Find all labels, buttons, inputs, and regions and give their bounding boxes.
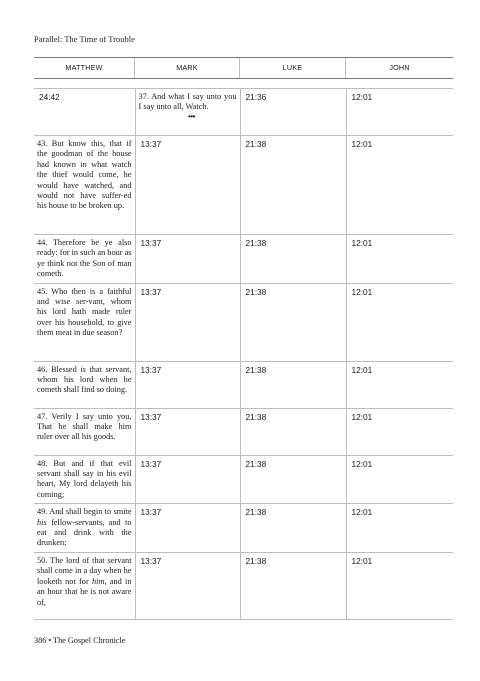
john-cell: 12:01 bbox=[346, 283, 453, 361]
luke-cell: 21:38 bbox=[240, 361, 346, 408]
page-footer: 386 • The Gospel Chronicle bbox=[34, 636, 126, 645]
john-cell: 12:01 bbox=[346, 408, 453, 455]
mark-cell: 13:37 bbox=[135, 136, 240, 235]
matthew-text-b: that servant, whom his lord when he cometh shall find so doing. bbox=[37, 364, 132, 395]
luke-cell: 21:38 bbox=[240, 552, 346, 619]
table-row bbox=[34, 504, 453, 553]
matthew-cell: 43. But know this, that if the goodman of the house had known in what watch the thief would come, he would have watched, and would not have suffer-ed his house to be broken up. bbox=[34, 136, 135, 235]
mark-text: 37. And what I say unto you I say unto all, Watch. bbox=[138, 92, 237, 112]
mark-cell: 13:37 bbox=[135, 504, 240, 553]
matthew-cell: 45. Who then is a faithful and wise ser-vant, whom his lord hath made ruler over his household, to give them meat in due season? bbox=[34, 283, 135, 361]
table-row bbox=[34, 361, 453, 408]
matthew-text-italic: him bbox=[92, 576, 105, 586]
page-heading: Parallel: The Time of Trouble bbox=[34, 35, 135, 44]
matthew-text-italic: his bbox=[37, 517, 47, 527]
matthew-text-italic: is bbox=[80, 364, 86, 374]
mark-cell: 13:37 bbox=[135, 235, 240, 284]
table-row bbox=[34, 455, 453, 504]
matthew-cell bbox=[34, 552, 135, 619]
matthew-cell: 47. Verily I say unto you, That he shall make him ruler over all his goods. bbox=[34, 408, 135, 455]
luke-cell: 21:38 bbox=[240, 408, 346, 455]
luke-cell: 21:36 bbox=[240, 89, 346, 136]
mark-cell: 13:37 bbox=[135, 361, 240, 408]
matthew-cell: 24:42 bbox=[34, 89, 135, 136]
matthew-text-a: 49. And shall begin to smite bbox=[37, 507, 132, 517]
luke-cell: 21:38 bbox=[240, 504, 346, 553]
parallel-table bbox=[34, 88, 453, 620]
header-john: JOHN bbox=[389, 63, 410, 72]
header-luke: LUKE bbox=[240, 58, 346, 78]
luke-cell: 21:38 bbox=[240, 136, 346, 235]
table-row bbox=[34, 235, 453, 284]
mark-cell: 13:37 bbox=[135, 408, 240, 455]
john-cell: 12:01 bbox=[346, 235, 453, 284]
matthew-text-a: 46. Blessed bbox=[37, 364, 81, 374]
table-row bbox=[34, 408, 453, 455]
table-row bbox=[34, 552, 453, 619]
mark-cell bbox=[135, 89, 240, 136]
john-cell: 12:01 bbox=[346, 136, 453, 235]
ellipsis-mark: ••• bbox=[188, 111, 195, 121]
matthew-cell: 48. But and if that evil servant shall say in his evil heart, My lord delayeth his coming; bbox=[34, 455, 135, 504]
table-row bbox=[34, 283, 453, 361]
mark-cell: 13:37 bbox=[135, 455, 240, 504]
header-mark: MARK bbox=[135, 58, 240, 78]
john-cell: 12:01 bbox=[346, 361, 453, 408]
mark-cell: 13:37 bbox=[135, 552, 240, 619]
matthew-text-b: fellow-servants, and to eat and drink with the drunken; bbox=[37, 517, 132, 548]
matthew-text-b: , and in an hour that he is not aware of, bbox=[37, 576, 132, 607]
john-cell: 12:01 bbox=[346, 552, 453, 619]
matthew-cell bbox=[34, 361, 135, 408]
table-row bbox=[34, 89, 453, 136]
column-header-row bbox=[34, 57, 453, 79]
matthew-cell bbox=[34, 504, 135, 553]
matthew-cell: 44. Therefore be ye also ready: for in such an hour as ye think not the Son of man cometh. bbox=[34, 235, 135, 284]
luke-cell: 21:38 bbox=[240, 283, 346, 361]
mark-cell: 13:37 bbox=[135, 283, 240, 361]
table-row bbox=[34, 136, 453, 235]
john-cell: 12:01 bbox=[346, 504, 453, 553]
john-cell: 12:01 bbox=[346, 89, 453, 136]
luke-cell: 21:38 bbox=[240, 455, 346, 504]
john-cell: 12:01 bbox=[346, 455, 453, 504]
matthew-text-a: 50. The lord of that servant shall come in a day when he looketh not for bbox=[37, 555, 132, 586]
luke-cell: 21:38 bbox=[240, 235, 346, 284]
header-matthew: MATTHEW bbox=[34, 58, 135, 78]
